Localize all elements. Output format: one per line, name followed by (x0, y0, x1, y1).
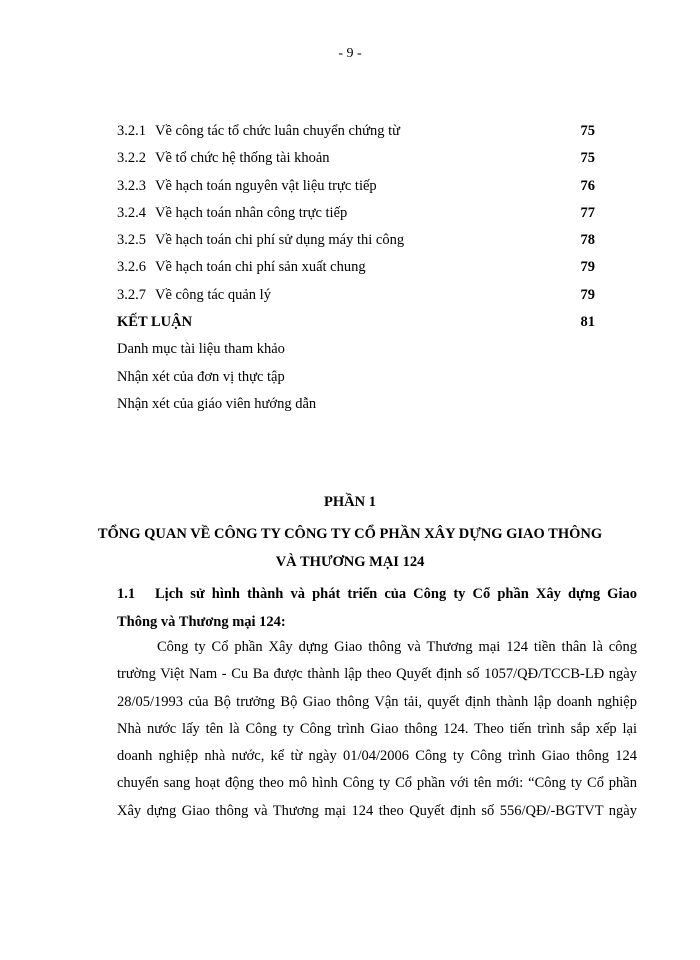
toc-entry-title: Về hạch toán chi phí sản xuất chung (155, 259, 366, 276)
body-paragraph (117, 634, 637, 825)
section-heading (117, 580, 637, 636)
toc-extra-entry: Danh mục tài liệu tham khảo (117, 341, 285, 358)
toc-entry-page: 81 (580, 314, 595, 331)
toc-entry-conclusion (117, 309, 595, 336)
paragraph-line: 28/05/1993 của Bộ trưởng Bộ Giao thông Vận tải, quyết định thành lập doanh nghiệp (117, 693, 637, 710)
table-of-contents (117, 118, 595, 418)
section-number: 1.1 (117, 586, 136, 602)
part-title: PHẦN 1 (324, 494, 376, 510)
paragraph-line: doanh nghiệp nhà nước, kể từ ngày 01/04/2006 Công ty Công trình Giao thông 124 (117, 748, 637, 765)
toc-entry-number: 3.2.1 (117, 123, 146, 139)
toc-entry-number: 3.2.6 (117, 259, 146, 276)
paragraph-line: Xây dựng Giao thông và Thương mại 124 theo Quyết định số 556/QĐ/-BGTVT ngày (117, 802, 637, 819)
paragraph-line: trường Việt Nam - Cu Ba được thành lập theo Quyết định số 1057/QĐ/TCCB-LĐ ngày (117, 666, 637, 683)
toc-entry-title: Về hạch toán nguyên vật liệu trực tiếp (155, 177, 377, 194)
toc-entry-title: Về hạch toán chi phí sử dụng máy thi công (155, 232, 405, 249)
toc-entry-page: 76 (580, 177, 595, 194)
paragraph-line: chuyển sang hoạt động theo mô hình Công ty Cổ phần với tên mới: “Công ty Cổ phần (117, 775, 637, 792)
paragraph-line: Công ty Cổ phần Xây dựng Giao thông và Thương mại 124 tiền thân là công (157, 639, 637, 655)
toc-extra-entry: Nhận xét của đơn vị thực tập (117, 368, 285, 385)
part-heading-line-1: TỔNG QUAN VỀ CÔNG TY CÔNG TY CỔ PHẦN XÂY DỰNG GIAO THÔNG (97, 526, 603, 542)
toc-entry (117, 254, 595, 281)
toc-extra-entry: Nhận xét của giáo viên hướng dẫn (117, 395, 317, 412)
toc-entry-page: 79 (580, 259, 595, 276)
toc-entry (117, 145, 595, 172)
toc-entry-number: 3.2.3 (117, 177, 146, 194)
section-title-part-2: Thông và Thương mại 124: (117, 614, 286, 630)
toc-entry-number: 3.2.2 (117, 150, 146, 167)
toc-entry (117, 282, 595, 309)
toc-entry-number: 3.2.5 (117, 232, 146, 249)
toc-entry-page: 78 (580, 232, 595, 249)
toc-entry-page: 79 (580, 286, 595, 303)
section-heading-line-1 (117, 580, 637, 608)
toc-entry-number: 3.2.4 (117, 204, 146, 221)
toc-entry-page: 77 (580, 204, 595, 221)
toc-entry (117, 173, 595, 200)
toc-entry-title: Về công tác tổ chức luân chuyển chứng từ (155, 123, 401, 139)
section-title-part-1: Lịch sử hình thành và phát triển của Công ty Cổ phần Xây dựng Giao (155, 586, 637, 602)
toc-entry-page: 75 (580, 150, 595, 167)
part-heading-line-2: VÀ THƯƠNG MẠI 124 (275, 554, 425, 570)
toc-entry (117, 200, 595, 227)
toc-entry-title: Về công tác quản lý (155, 286, 271, 303)
toc-entry-page: 75 (580, 123, 595, 139)
toc-entry-number: 3.2.7 (117, 286, 146, 303)
toc-entry-title: Về tổ chức hệ thống tài khoản (155, 150, 330, 167)
toc-entry (117, 118, 595, 145)
toc-entry-title: KẾT LUẬN (117, 314, 193, 331)
toc-entry-title: Về hạch toán nhân công trực tiếp (155, 204, 348, 221)
paragraph-line: Nhà nước lấy tên là Công ty Công trình Giao thông 124. Theo tiến trình sắp xếp lại (117, 720, 637, 737)
toc-entry (117, 227, 595, 254)
page-number: - 9 - (338, 46, 362, 61)
